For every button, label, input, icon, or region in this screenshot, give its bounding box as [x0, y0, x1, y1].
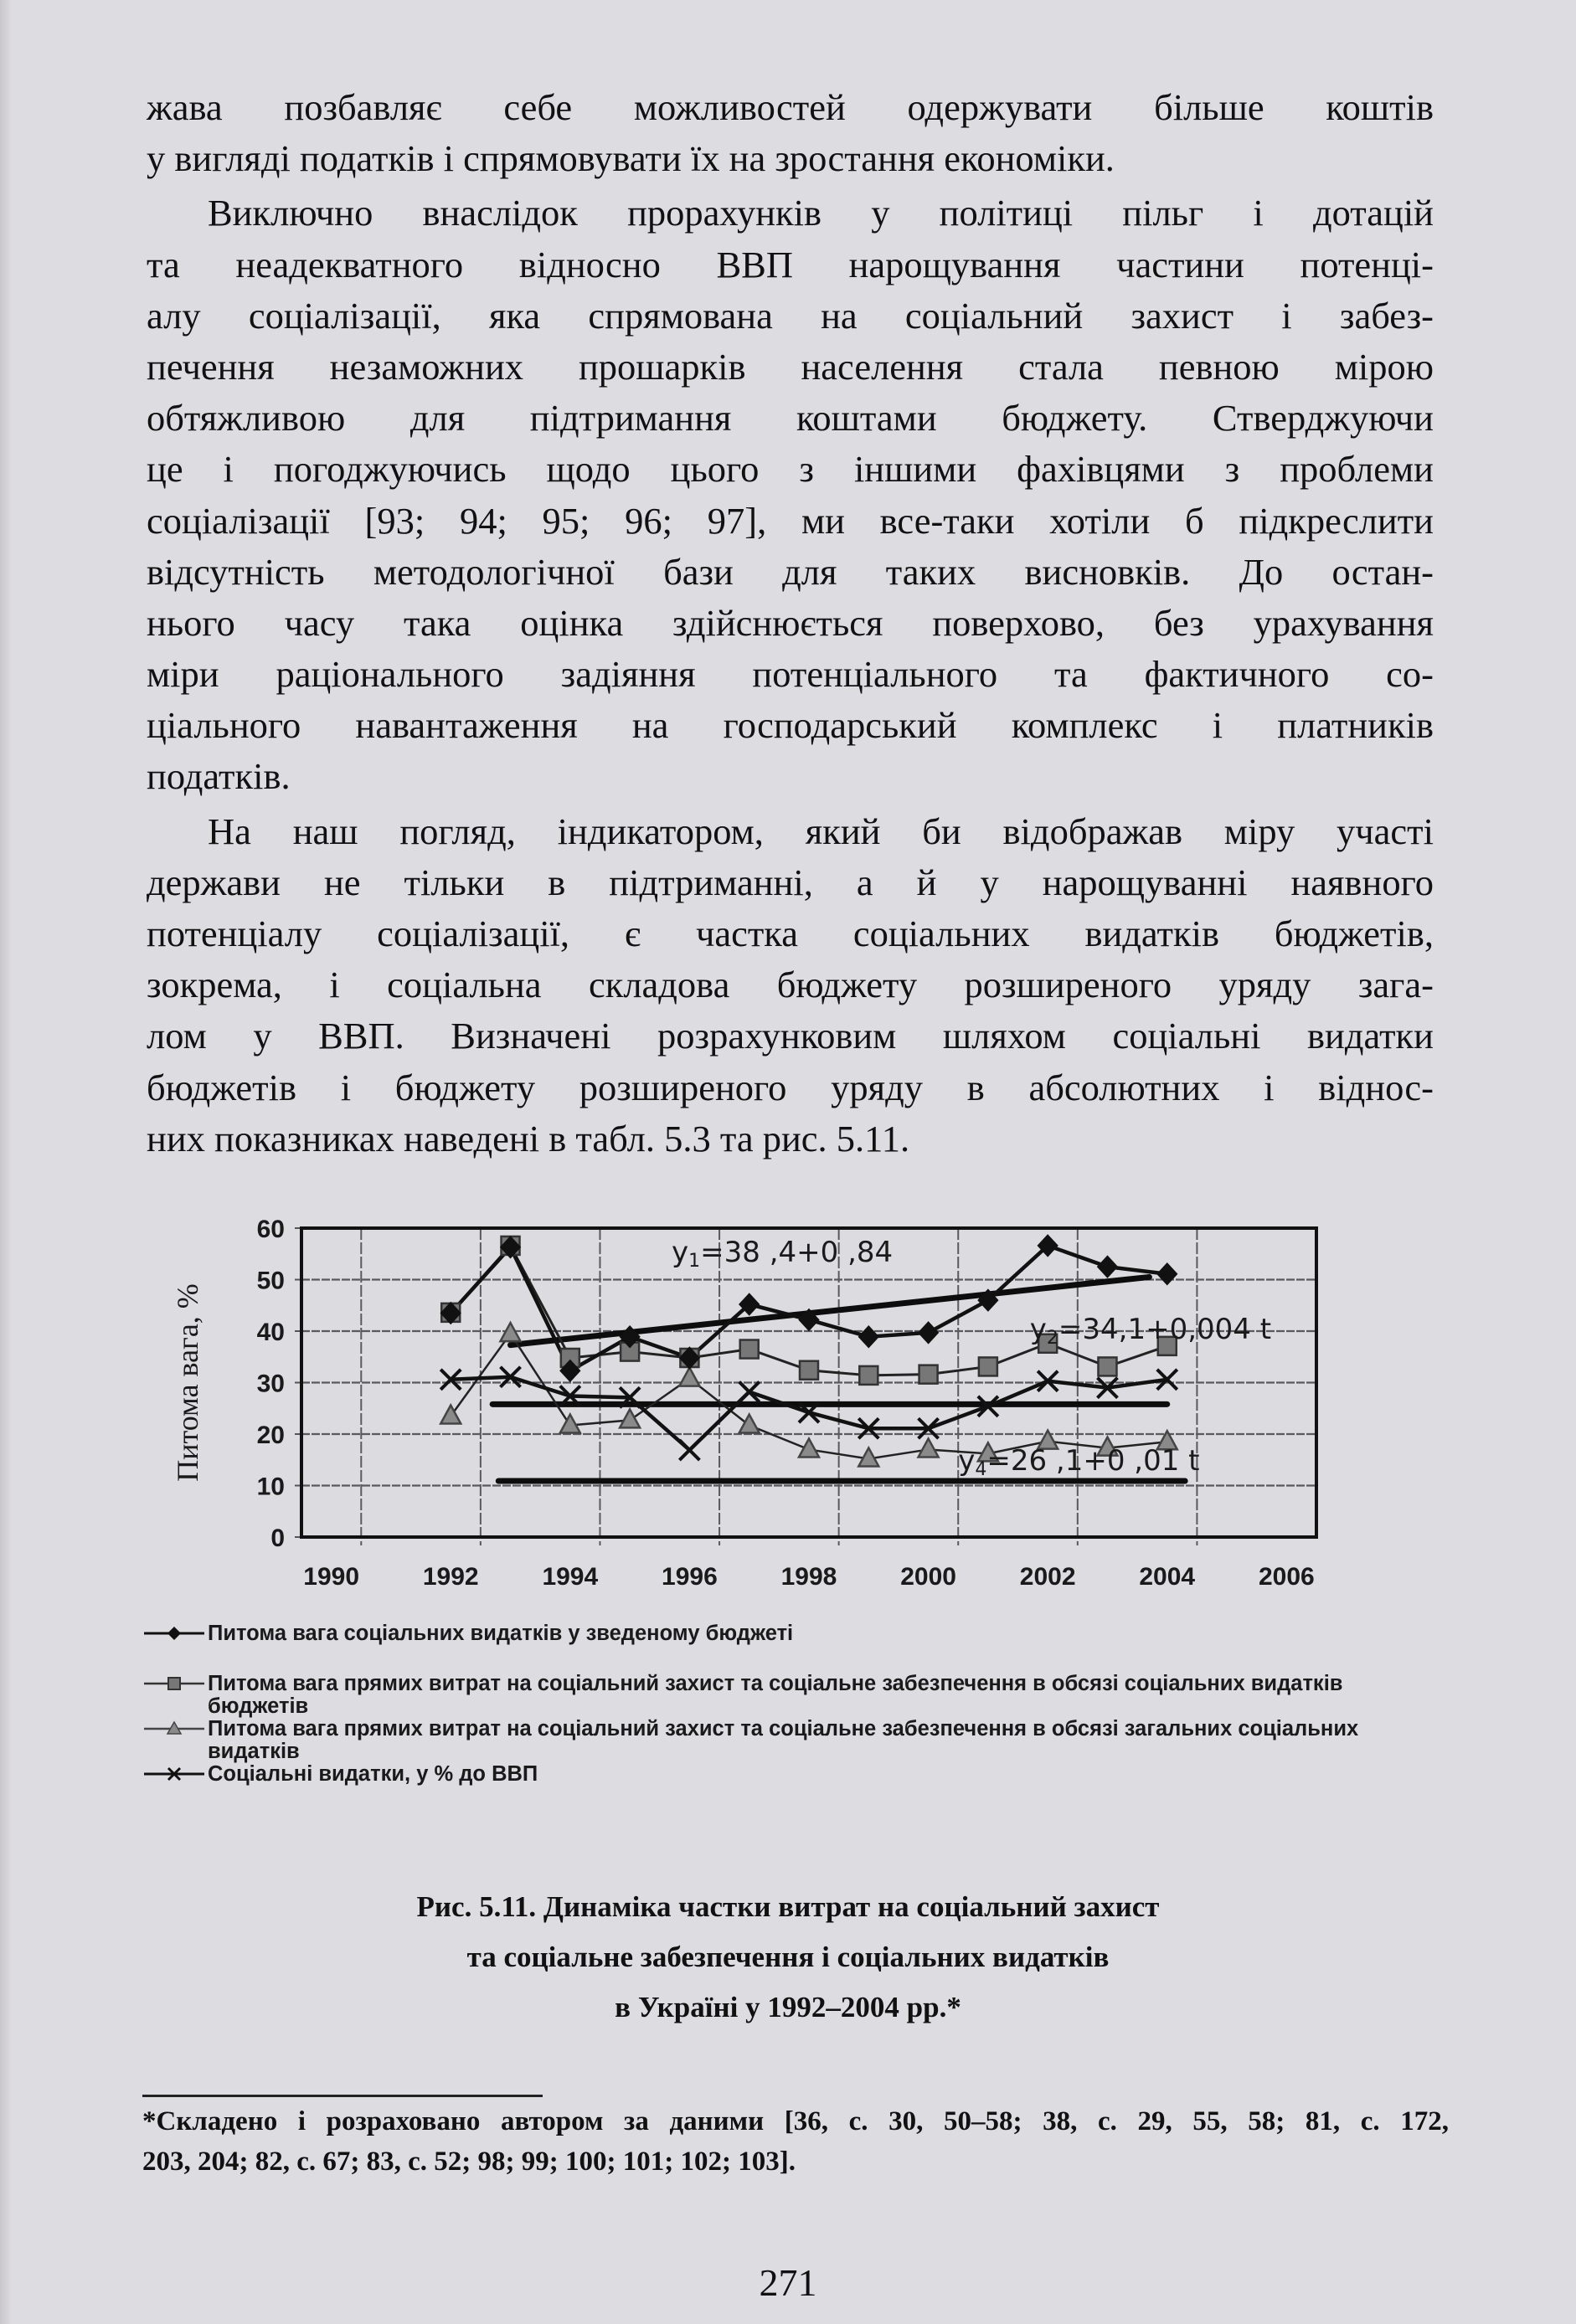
- x-tick-label: 2004: [1139, 1563, 1196, 1591]
- text-line: у вигляді податків і спрямовувати їх на зростання економіки.: [147, 137, 1115, 180]
- trend-equation: [958, 1444, 1199, 1480]
- equation-subscript: 4: [975, 1459, 987, 1481]
- y-tick-label: 0: [270, 1524, 285, 1552]
- text-line: держави не тільки в підтриманні, а й у нарощуванні наявного: [147, 861, 1434, 903]
- equation-variable: y: [672, 1235, 689, 1269]
- legend-label: Питома вага прямих витрат на соціальний захист та соціальне забезпечення в обсязі соціальних видатків бюджетів: [208, 1672, 1343, 1718]
- equation-subscript: 1: [688, 1250, 701, 1272]
- text-line: жава позбавляє себе можливостей одержувати більше коштів: [147, 86, 1434, 128]
- y-tick-label: 60: [256, 1216, 285, 1243]
- text-line: Виключно внаслідок прорахунків у політиці пільг і дотацій: [208, 192, 1434, 234]
- x-tick-label: 1992: [422, 1563, 479, 1591]
- y-tick-label: 30: [256, 1370, 285, 1398]
- text-line: На наш погляд, індикатором, який би відображав міру участі: [208, 810, 1434, 852]
- footnote-rule: [142, 2095, 543, 2097]
- data-point-square: [1098, 1357, 1116, 1375]
- chart-legend: [142, 1622, 1449, 1786]
- text-line: алу соціалізації, яка спрямована на соціальний захист і забез-: [147, 294, 1434, 337]
- x-tick-label: 2000: [900, 1563, 956, 1591]
- text-line: податків.: [147, 755, 291, 798]
- page-number: 271: [759, 2261, 817, 2304]
- legend-square-marker-icon: [142, 1673, 206, 1695]
- footnote-line: *Складено і розраховано автором за даними [36, с. 30, 50–58; 38, с. 29, 55, 58; 81, с. 172,: [142, 2106, 1449, 2136]
- legend-label: Питома вага соціальних видатків у зведеному бюджеті: [208, 1622, 794, 1645]
- legend-gap: [142, 1645, 1449, 1673]
- figure-caption: [0, 1882, 1576, 2033]
- equation-variable: y: [1029, 1313, 1047, 1347]
- y-tick-label: 50: [256, 1267, 285, 1295]
- text-line: міри раціонального задіяння потенціального та фактичного со-: [147, 653, 1434, 696]
- data-point-square: [979, 1357, 997, 1375]
- trend-equation: [672, 1236, 893, 1272]
- equation-body: =34,1+0,004 t: [1058, 1313, 1272, 1347]
- text-line: обтяжливою для підтримання коштами бюджету. Стверджуючи: [147, 397, 1434, 440]
- text-line: печення незаможних прошарків населення стала певною мірою: [147, 345, 1434, 388]
- text-line: відсутність методологічної бази для таких висновків. До остан-: [147, 550, 1434, 593]
- trend-equation: [1030, 1313, 1271, 1349]
- caption-line: та соціальне забезпечення і соціальних видатків: [466, 1941, 1110, 1973]
- text-line: них показниках наведені в табл. 5.3 та рис. 5.11.: [147, 1117, 910, 1159]
- y-tick-label: 10: [256, 1473, 285, 1501]
- x-tick-label: 1990: [303, 1563, 360, 1591]
- data-point-square: [740, 1340, 759, 1359]
- text-line: це і погоджуючись щодо цього з іншими фахівцями з проблеми: [147, 448, 1434, 491]
- caption-line: Динаміка частки витрат на соціальний захист: [543, 1890, 1160, 1923]
- x-tick-label: 2006: [1258, 1563, 1315, 1591]
- x-tick-label: 1998: [780, 1563, 837, 1591]
- legend-item: [142, 1622, 1449, 1645]
- equation-body: =38 ,4+0 ,84: [700, 1235, 894, 1269]
- caption-number: Рис. 5.11.: [416, 1890, 537, 1923]
- text-line: ціального навантаження на господарський комплекс і платників: [147, 704, 1434, 747]
- footnote: [142, 2101, 1449, 2182]
- equation-body: =26 ,1+0 ,01 t: [986, 1444, 1200, 1478]
- legend-item: [142, 1718, 1449, 1763]
- x-tick-label: 1996: [662, 1563, 718, 1591]
- text-line: та неадекватного відносно ВВП нарощування частини потенці-: [147, 243, 1434, 285]
- legend-label: Соціальні видатки, у % до ВВП: [208, 1762, 538, 1786]
- y-tick-label: 20: [256, 1422, 285, 1449]
- data-point-square: [859, 1366, 878, 1385]
- legend-x-marker-icon: [142, 1763, 206, 1786]
- text-line: бюджетів і бюджету розширеного уряду в абсолютних і віднос-: [147, 1066, 1434, 1108]
- x-tick-label: 2002: [1019, 1563, 1076, 1591]
- footnote-line: 203, 204; 82, с. 67; 83, с. 52; 98; 99; 100; 101; 102; 103].: [142, 2147, 796, 2177]
- x-tick-label: 1994: [542, 1563, 599, 1591]
- equation-variable: y: [958, 1444, 976, 1478]
- legend-triangle-marker-icon: [142, 1718, 206, 1740]
- text-line: потенціалу соціалізації, є частка соціальних видатків бюджетів,: [147, 913, 1434, 954]
- legend-item: [142, 1673, 1449, 1718]
- y-tick-label: 40: [256, 1319, 285, 1346]
- data-point-square: [919, 1365, 938, 1384]
- text-line: нього часу така оцінка здійснюється поверхово, без урахування: [147, 601, 1434, 644]
- equation-subscript: 2: [1046, 1328, 1058, 1350]
- text-line: зокрема, і соціальна складова бюджету розширеного уряду зага-: [147, 964, 1434, 1006]
- text-line: лом у ВВП. Визначені розрахунковим шляхом соціальні видатки: [147, 1015, 1434, 1057]
- legend-label: Питома вага прямих витрат на соціальний захист та соціальне забезпечення в обсязі загальних соціальних видатків: [208, 1717, 1359, 1763]
- y-axis-label: Питома вага, %: [171, 1283, 204, 1482]
- text-line: соціалізації [93; 94; 95; 96; 97], ми все-таки хотіли б підкреслити: [147, 499, 1434, 542]
- data-point-square: [800, 1361, 818, 1380]
- legend-item: [142, 1763, 1449, 1786]
- caption-line: в Україні у 1992–2004 рр.*: [615, 1991, 961, 2023]
- legend-diamond-marker-icon: [142, 1622, 206, 1645]
